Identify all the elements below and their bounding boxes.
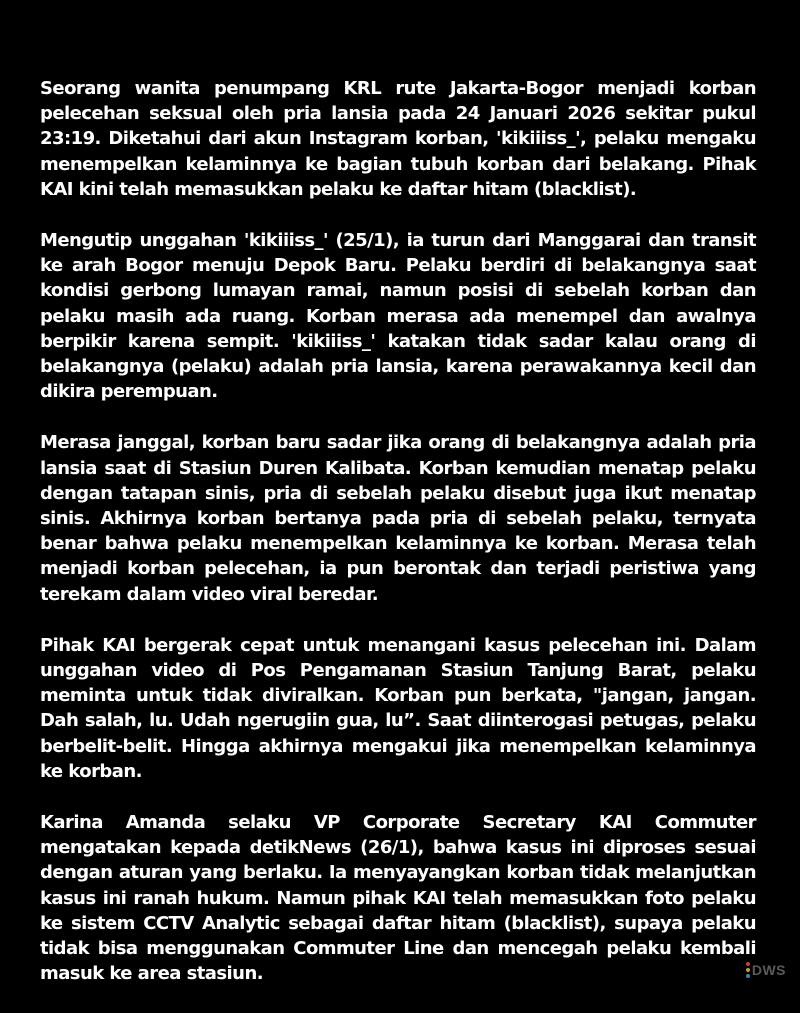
article-paragraph-2: Mengutip unggahan 'kikiiiss_' (25/1), ia turun dari Manggarai dan transit ke arah Bogor menuju Depok Baru. Pelaku berdiri di belakangnya saat kondisi gerbong lumayan ramai, namun posisi di sebelah korban dan pelaku masih ada ruang. Korban merasa ada menempel dan awalnya berpikir karena sempit. 'kikiiiss_' katakan tidak sadar kalau orang di belakangnya (pelaku) adalah pria lansia, karena perawakannya kecil dan dikira perempuan. bbox=[40, 230, 756, 403]
watermark-dot bbox=[746, 962, 750, 966]
watermark-text: DWS bbox=[751, 962, 786, 978]
article-paragraph-3: Merasa janggal, korban baru sadar jika orang di belakangnya adalah pria lansia saat di Stasiun Duren Kalibata. Korban kemudian menatap pelaku dengan tatapan sinis, pria di sebelah pelaku disebut juga ikut menatap sinis. Akhirnya korban bertanya pada pria di sebelah pelaku, ternyata benar bahwa pelaku menempelkan kelaminnya ke korban. Merasa telah menjadi korban pelecehan, ia pun berontak dan terjadi peristiwa yang terekam dalam video viral beredar. bbox=[40, 432, 756, 605]
dws-watermark-logo bbox=[746, 962, 786, 978]
watermark-dot bbox=[746, 968, 750, 972]
article-body bbox=[40, 76, 756, 1013]
article-paragraph-5: Karina Amanda selaku VP Corporate Secretary KAI Commuter mengatakan kepada detikNews (26/1), bahwa kasus ini diproses sesuai dengan aturan yang berlaku. Ia menyayangkan korban tidak melanjutkan kasus ini ranah hukum. Namun pihak KAI telah memasukkan foto pelaku ke sistem CCTV Analytic sebagai daftar hitam (blacklist), supaya pelaku tidak bisa menggunakan Commuter Line dan mencegah pelaku kembali masuk ke area stasiun. bbox=[40, 812, 756, 985]
watermark-dots-icon bbox=[746, 962, 750, 978]
watermark-dot bbox=[746, 974, 750, 978]
article-paragraph-1: Seorang wanita penumpang KRL rute Jakarta-Bogor menjadi korban pelecehan seksual oleh pria lansia pada 24 Januari 2026 sekitar pukul 23:19. Diketahui dari akun Instagram korban, 'kikiiiss_', pelaku mengaku menempelkan kelaminnya ke bagian tubuh korban dari belakang. Pihak KAI kini telah memasukkan pelaku ke daftar hitam (blacklist). bbox=[40, 78, 756, 200]
article-paragraph-4: Pihak KAI bergerak cepat untuk menangani kasus pelecehan ini. Dalam unggahan video di Pos Pengamanan Stasiun Tanjung Barat, pelaku meminta untuk tidak diviralkan. Korban pun berkata, "jangan, jangan. Dah salah, lu. Udah ngerugiin gua, lu”. Saat diinterogasi petugas, pelaku berbelit-belit. Hingga akhirnya mengakui jika menempelkan kelaminnya ke korban. bbox=[40, 634, 756, 782]
